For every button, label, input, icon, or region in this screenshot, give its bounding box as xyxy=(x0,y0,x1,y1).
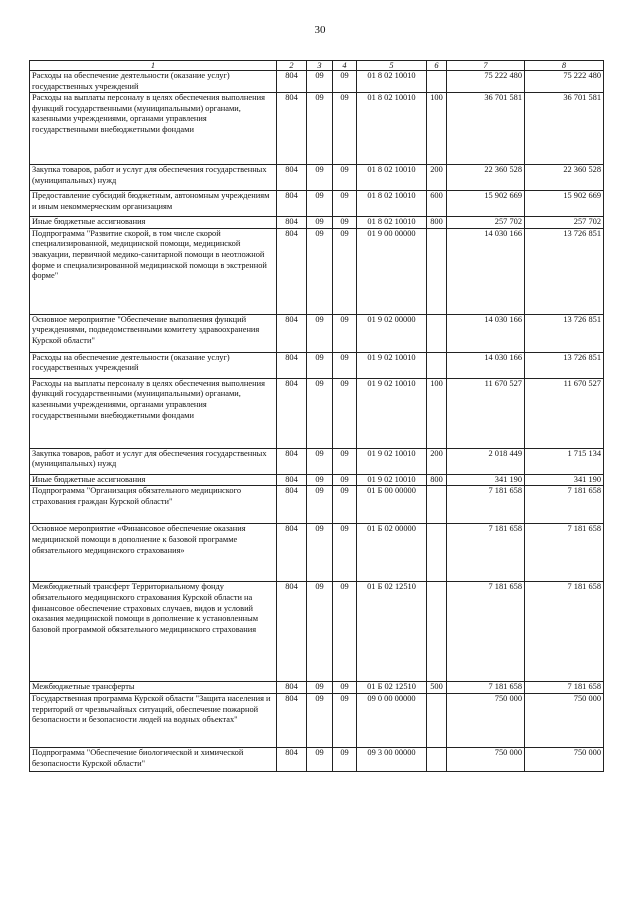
section-code: 09 xyxy=(307,71,333,93)
section-code: 09 xyxy=(307,486,333,524)
subsection-code: 09 xyxy=(333,378,357,448)
table-row xyxy=(30,682,604,694)
section-code: 09 xyxy=(307,747,333,771)
amount-col8: 13 726 851 xyxy=(525,314,604,352)
table-row xyxy=(30,191,604,217)
header-cell: 8 xyxy=(525,61,604,71)
section-code: 09 xyxy=(307,93,333,165)
table-row xyxy=(30,524,604,582)
amount-col8: 7 181 658 xyxy=(525,682,604,694)
expense-type-code xyxy=(427,71,447,93)
target-article-code: 01 Б 00 00000 xyxy=(357,486,427,524)
amount-col7: 341 190 xyxy=(447,474,525,486)
table-row xyxy=(30,71,604,93)
target-article-code: 01 9 00 00000 xyxy=(357,228,427,314)
amount-col8: 7 181 658 xyxy=(525,524,604,582)
amount-col7: 14 030 166 xyxy=(447,228,525,314)
row-name: Государственная программа Курской области "Защита населения и территорий от чрезвычайных ситуаций, обеспечение пожарной безопасности и безопасности людей на водных объектах" xyxy=(30,693,277,747)
row-name: Предоставление субсидий бюджетным, автономным учреждениям и иным некоммерческим организациям xyxy=(30,191,277,217)
amount-col7: 7 181 658 xyxy=(447,682,525,694)
expense-type-code: 800 xyxy=(427,217,447,229)
amount-col8: 15 902 669 xyxy=(525,191,604,217)
expense-type-code: 800 xyxy=(427,474,447,486)
row-name: Закупка товаров, работ и услуг для обеспечения государственных (муниципальных) нужд xyxy=(30,448,277,474)
subsection-code: 09 xyxy=(333,448,357,474)
target-article-code: 01 8 02 10010 xyxy=(357,93,427,165)
header-cell: 4 xyxy=(333,61,357,71)
expense-type-code: 600 xyxy=(427,191,447,217)
table-row xyxy=(30,693,604,747)
expense-type-code xyxy=(427,228,447,314)
section-code: 09 xyxy=(307,191,333,217)
expense-type-code xyxy=(427,486,447,524)
ministry-code: 804 xyxy=(277,191,307,217)
subsection-code: 09 xyxy=(333,474,357,486)
row-name: Основное мероприятие «Финансовое обеспечение оказания медицинской помощи в дополнение к базовой программе обязательного медицинского страхования» xyxy=(30,524,277,582)
subsection-code: 09 xyxy=(333,682,357,694)
table-row xyxy=(30,165,604,191)
subsection-code: 09 xyxy=(333,191,357,217)
target-article-code: 01 9 02 00000 xyxy=(357,314,427,352)
amount-col7: 15 902 669 xyxy=(447,191,525,217)
ministry-code: 804 xyxy=(277,71,307,93)
expense-type-code xyxy=(427,314,447,352)
row-name: Расходы на выплаты персоналу в целях обеспечения выполнения функций государственными (муниципальными) органами, казенными учреждениями, органами управления государственными внебюджетными фондами xyxy=(30,93,277,165)
subsection-code: 09 xyxy=(333,693,357,747)
section-code: 09 xyxy=(307,693,333,747)
section-code: 09 xyxy=(307,582,333,682)
expense-type-code: 500 xyxy=(427,682,447,694)
target-article-code: 01 8 02 10010 xyxy=(357,71,427,93)
ministry-code: 804 xyxy=(277,314,307,352)
section-code: 09 xyxy=(307,524,333,582)
amount-col7: 257 702 xyxy=(447,217,525,229)
table-row xyxy=(30,582,604,682)
amount-col8: 13 726 851 xyxy=(525,228,604,314)
ministry-code: 804 xyxy=(277,352,307,378)
amount-col7: 750 000 xyxy=(447,693,525,747)
amount-col7: 750 000 xyxy=(447,747,525,771)
section-code: 09 xyxy=(307,314,333,352)
row-name: Межбюджетный трансферт Территориальному фонду обязательного медицинского страхования Курской области на финансовое обеспечение страховых случаев, видов и условий оказания медицинской помощи в дополнение к установленным базовой программой обязательного медицинского страхования xyxy=(30,582,277,682)
amount-col8: 750 000 xyxy=(525,747,604,771)
header-cell: 6 xyxy=(427,61,447,71)
row-name: Иные бюджетные ассигнования xyxy=(30,217,277,229)
section-code: 09 xyxy=(307,352,333,378)
row-name: Межбюджетные трансферты xyxy=(30,682,277,694)
expense-type-code: 200 xyxy=(427,165,447,191)
target-article-code: 01 Б 02 12510 xyxy=(357,682,427,694)
table-row xyxy=(30,486,604,524)
table-row xyxy=(30,217,604,229)
subsection-code: 09 xyxy=(333,314,357,352)
section-code: 09 xyxy=(307,448,333,474)
table-row xyxy=(30,474,604,486)
expense-type-code: 100 xyxy=(427,378,447,448)
table-row xyxy=(30,378,604,448)
amount-col7: 7 181 658 xyxy=(447,486,525,524)
amount-col8: 1 715 134 xyxy=(525,448,604,474)
subsection-code: 09 xyxy=(333,352,357,378)
ministry-code: 804 xyxy=(277,747,307,771)
expense-type-code xyxy=(427,747,447,771)
header-cell: 7 xyxy=(447,61,525,71)
amount-col7: 22 360 528 xyxy=(447,165,525,191)
target-article-code: 01 9 02 10010 xyxy=(357,378,427,448)
subsection-code: 09 xyxy=(333,217,357,229)
subsection-code: 09 xyxy=(333,486,357,524)
subsection-code: 09 xyxy=(333,228,357,314)
header-cell: 5 xyxy=(357,61,427,71)
section-code: 09 xyxy=(307,228,333,314)
header-cell: 3 xyxy=(307,61,333,71)
table-row xyxy=(30,228,604,314)
amount-col8: 13 726 851 xyxy=(525,352,604,378)
amount-col8: 36 701 581 xyxy=(525,93,604,165)
budget-table xyxy=(29,60,604,772)
amount-col7: 2 018 449 xyxy=(447,448,525,474)
section-code: 09 xyxy=(307,378,333,448)
ministry-code: 804 xyxy=(277,693,307,747)
amount-col8: 7 181 658 xyxy=(525,486,604,524)
table-row xyxy=(30,314,604,352)
ministry-code: 804 xyxy=(277,682,307,694)
row-name: Подпрограмма "Организация обязательного медицинского страхования граждан Курской области" xyxy=(30,486,277,524)
section-code: 09 xyxy=(307,682,333,694)
target-article-code: 01 8 02 10010 xyxy=(357,217,427,229)
amount-col7: 11 670 527 xyxy=(447,378,525,448)
target-article-code: 01 9 02 10010 xyxy=(357,352,427,378)
target-article-code: 09 0 00 00000 xyxy=(357,693,427,747)
expense-type-code: 100 xyxy=(427,93,447,165)
ministry-code: 804 xyxy=(277,217,307,229)
row-name: Подпрограмма "Обеспечение биологической и химической безопасности Курской области" xyxy=(30,747,277,771)
amount-col7: 36 701 581 xyxy=(447,93,525,165)
row-name: Подпрограмма "Развитие скорой, в том числе скорой специализированной, медицинской помощи, медицинской эвакуации, первичной медико-санитарной помощи в неотложной форме и специализированной медицинской помощи в экстренной форме" xyxy=(30,228,277,314)
header-row xyxy=(30,61,604,71)
row-name: Расходы на обеспечение деятельности (оказание услуг) государственных учреждений xyxy=(30,352,277,378)
target-article-code: 01 Б 02 00000 xyxy=(357,524,427,582)
amount-col8: 75 222 480 xyxy=(525,71,604,93)
table-row xyxy=(30,747,604,771)
page-number: 30 xyxy=(314,24,326,36)
amount-col8: 7 181 658 xyxy=(525,582,604,682)
ministry-code: 804 xyxy=(277,378,307,448)
target-article-code: 01 9 02 10010 xyxy=(357,474,427,486)
subsection-code: 09 xyxy=(333,747,357,771)
table-row xyxy=(30,352,604,378)
subsection-code: 09 xyxy=(333,165,357,191)
expense-type-code xyxy=(427,582,447,682)
amount-col8: 22 360 528 xyxy=(525,165,604,191)
row-name: Расходы на обеспечение деятельности (оказание услуг) государственных учреждений xyxy=(30,71,277,93)
amount-col8: 257 702 xyxy=(525,217,604,229)
section-code: 09 xyxy=(307,474,333,486)
target-article-code: 09 3 00 00000 xyxy=(357,747,427,771)
target-article-code: 01 Б 02 12510 xyxy=(357,582,427,682)
amount-col8: 11 670 527 xyxy=(525,378,604,448)
ministry-code: 804 xyxy=(277,165,307,191)
amount-col7: 14 030 166 xyxy=(447,352,525,378)
subsection-code: 09 xyxy=(333,524,357,582)
target-article-code: 01 8 02 10010 xyxy=(357,165,427,191)
ministry-code: 804 xyxy=(277,93,307,165)
header-cell: 1 xyxy=(30,61,277,71)
target-article-code: 01 9 02 10010 xyxy=(357,448,427,474)
subsection-code: 09 xyxy=(333,71,357,93)
section-code: 09 xyxy=(307,165,333,191)
amount-col7: 75 222 480 xyxy=(447,71,525,93)
expense-type-code xyxy=(427,352,447,378)
ministry-code: 804 xyxy=(277,228,307,314)
row-name: Расходы на выплаты персоналу в целях обеспечения выполнения функций государственными (муниципальными) органами, казенными учреждениями, органами управления государственными внебюджетными фондами xyxy=(30,378,277,448)
header-cell: 2 xyxy=(277,61,307,71)
row-name: Закупка товаров, работ и услуг для обеспечения государственных (муниципальных) нужд xyxy=(30,165,277,191)
amount-col7: 14 030 166 xyxy=(447,314,525,352)
expense-type-code: 200 xyxy=(427,448,447,474)
table-row xyxy=(30,93,604,165)
row-name: Иные бюджетные ассигнования xyxy=(30,474,277,486)
subsection-code: 09 xyxy=(333,582,357,682)
amount-col7: 7 181 658 xyxy=(447,524,525,582)
amount-col7: 7 181 658 xyxy=(447,582,525,682)
table-row xyxy=(30,448,604,474)
amount-col8: 750 000 xyxy=(525,693,604,747)
ministry-code: 804 xyxy=(277,448,307,474)
amount-col8: 341 190 xyxy=(525,474,604,486)
target-article-code: 01 8 02 10010 xyxy=(357,191,427,217)
ministry-code: 804 xyxy=(277,524,307,582)
ministry-code: 804 xyxy=(277,474,307,486)
expense-type-code xyxy=(427,524,447,582)
section-code: 09 xyxy=(307,217,333,229)
subsection-code: 09 xyxy=(333,93,357,165)
expense-type-code xyxy=(427,693,447,747)
ministry-code: 804 xyxy=(277,486,307,524)
row-name: Основное мероприятие "Обеспечение выполнения функций учреждениями, подведомственными комитету здравоохранения Курской области" xyxy=(30,314,277,352)
ministry-code: 804 xyxy=(277,582,307,682)
